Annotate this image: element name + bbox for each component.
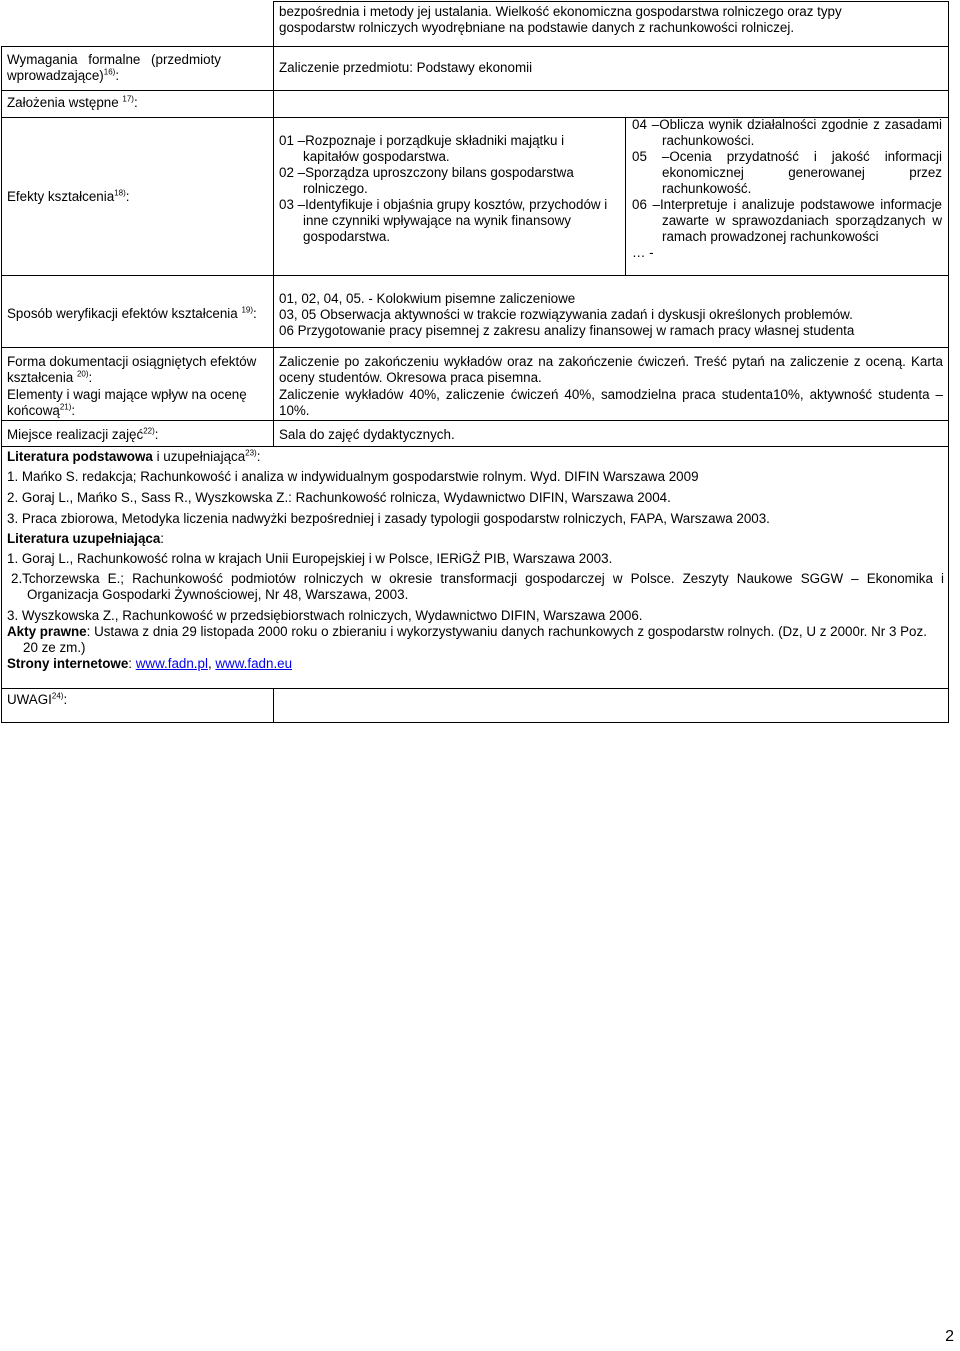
outcome-item: 03 –Identyfikuje i objaśnia grupy kosztów, przychodów i inne czynniki wpływające na wynik finansowy gospodarstwa.: [279, 197, 608, 244]
literature-block: [7, 449, 944, 672]
verification-label: Sposób weryfikacji efektów kształcenia $^{19)}$:: [7, 305, 257, 321]
fadn-eu-link[interactable]: www.fadn.eu: [215, 656, 293, 671]
verification-line: 06 Przygotowanie pracy pisemnej z zakresu analizy finansowej w ramach pracy własnej studenta: [279, 323, 855, 338]
outcome-item: 06 –Interpretuje i analizuje podstawowe informacje zawarte w sprawozdaniach sporządzanych w ramach prowadzonej rachunkowości: [632, 197, 942, 244]
websites: Strony internetowe: www.fadn.pl, www.fadn.eu: [7, 656, 293, 671]
location-label: Miejsce realizacji zajęć$^{22)}$:: [7, 426, 159, 442]
table-border-column: [273, 46, 274, 446]
row-divider-6: [1, 420, 949, 421]
literature-basic-item: 2. Goraj L., Mańko S., Sass R., Wyszkowska Z.: Rachunkowość rolnicza, Wydawnictwo DIFIN, Warszawa 2004.: [7, 490, 671, 505]
literature-basic-item: 1. Mańko S. redakcja; Rachunkowość i analiza w indywidualnym gospodarstwie rolnym. Wyd. DIFIN Warszawa 2009: [7, 469, 699, 484]
prereq-value: Zaliczenie przedmiotu: Podstawy ekonomii: [279, 60, 533, 75]
literature-supplementary-heading: Literatura uzupełniająca:: [7, 531, 165, 546]
literature-heading: Literatura podstawowa i uzupełniająca$^{23)}$:: [7, 448, 261, 464]
literature-supp-item: 3. Wyszkowska Z., Rachunkowość w przedsiębiorstwach rolniczych, Wydawnictwo DIFIN, Warszawa 2006.: [7, 608, 643, 623]
legal-acts: Akty prawne: Ustawa z dnia 29 listopada 2000 roku o zbieraniu i wykorzystywaniu danych rachunkowych z gospodarstw rolnych. (Dz, U z 2000r. Nr 3 Poz. 20 ze zm.): [7, 624, 927, 655]
assumptions-label: Założenia wstępne $^{17)}$:: [7, 94, 138, 110]
location-value: Sala do zajęć dydaktycznych.: [279, 427, 455, 442]
table-border-right: [948, 1, 949, 723]
prereq-label: Wymagania formalne (przedmioty wprowadzające)$^{16)}$:: [7, 52, 221, 83]
row-divider-7: [1, 446, 949, 447]
outcome-item: 04 –Oblicza wynik działalności zgodnie z zasadami rachunkowości.: [632, 117, 942, 148]
verification-line: 03, 05 Obserwacja aktywności w trakcie rozwiązywania zadań i dyskusji określonych problemów.: [279, 307, 853, 322]
outcomes-right-list: [632, 117, 942, 261]
table-border-top: [273, 1, 949, 2]
row-divider-4: [1, 275, 949, 276]
top-text-line-1: bezpośrednia i metody jej ustalania. Wielkość ekonomiczna gospodarstwa rolniczego oraz typy: [279, 4, 842, 19]
page-number: 2: [945, 1328, 954, 1345]
documentation-value: Zaliczenie po zakończeniu wykładów oraz na zakończenie ćwiczeń. Treść pytań na zaliczenie z oceną. Karta oceny studentów. Okresowa praca pisemna.: [279, 354, 943, 385]
outcomes-label: Efekty kształcenia$^{18)}$:: [7, 188, 130, 204]
outcome-item: 02 –Sporządza uproszczony bilans gospodarstwa rolniczego.: [279, 165, 574, 196]
notes-label: UWAGI$^{24)}$:: [7, 691, 68, 707]
row-divider-8: [1, 688, 949, 689]
row-divider-1: [1, 46, 949, 47]
top-text-line-2: gospodarstw rolniczych wyodrębniane na podstawie danych z rachunkowości rolniczej.: [279, 20, 795, 35]
row-divider-2b: [273, 90, 949, 91]
outcome-item: 05 –Ocenia przydatność i jakość informacji ekonomicznej generowanej przez rachunkowość.: [632, 149, 942, 196]
fadn-pl-link[interactable]: www.fadn.pl: [135, 656, 208, 671]
table-border-left-top: [273, 1, 274, 46]
outcomes-inner-divider: [625, 117, 626, 275]
weights-label: Elementy i wagi mające wpływ na ocenę końcową$^{21)}$:: [7, 387, 247, 418]
table-border-bottom: [1, 722, 949, 723]
literature-supp-item: 2.Tchorzewska E.; Rachunkowość podmiotów rolniczych w okresie transformacji gospodarczej w Polsce. Zeszyty Naukowe SGGW – Ekonomika i Organizacja Gospodarki Żywnościowej, Nr 48, Warszawa, 2003.: [11, 571, 944, 602]
outcomes-ellipsis: … -: [632, 245, 654, 260]
documentation-label: Forma dokumentacji osiągniętych efektów kształcenia $^{20)}$:: [7, 354, 257, 385]
literature-basic-item: 3. Praca zbiorowa, Metodyka liczenia nadwyżki bezpośredniej i zasady typologii gospodarstw rolniczych, FAPA, Warszawa 2003.: [7, 511, 770, 526]
row-divider-5: [1, 347, 949, 348]
row-divider-2: [1, 90, 274, 91]
outcome-item: 01 –Rozpoznaje i porządkuje składniki majątku i kapitałów gospodarstwa.: [279, 133, 565, 164]
table-border-column-notes: [273, 688, 274, 723]
table-border-outer-left: [1, 46, 2, 723]
verification-line: 01, 02, 04, 05. - Kolokwium pisemne zaliczeniowe: [279, 291, 576, 306]
outcomes-left-list: [279, 133, 622, 245]
weights-value: Zaliczenie wykładów 40%, zaliczenie ćwiczeń 40%, samodzielna praca studenta10%, aktywność studenta – 10%.: [279, 387, 943, 418]
literature-supp-item: 1. Goraj L., Rachunkowość rolna w krajach Unii Europejskiej i w Polsce, IERiGŻ PIB, Warszawa 2003.: [7, 551, 613, 566]
